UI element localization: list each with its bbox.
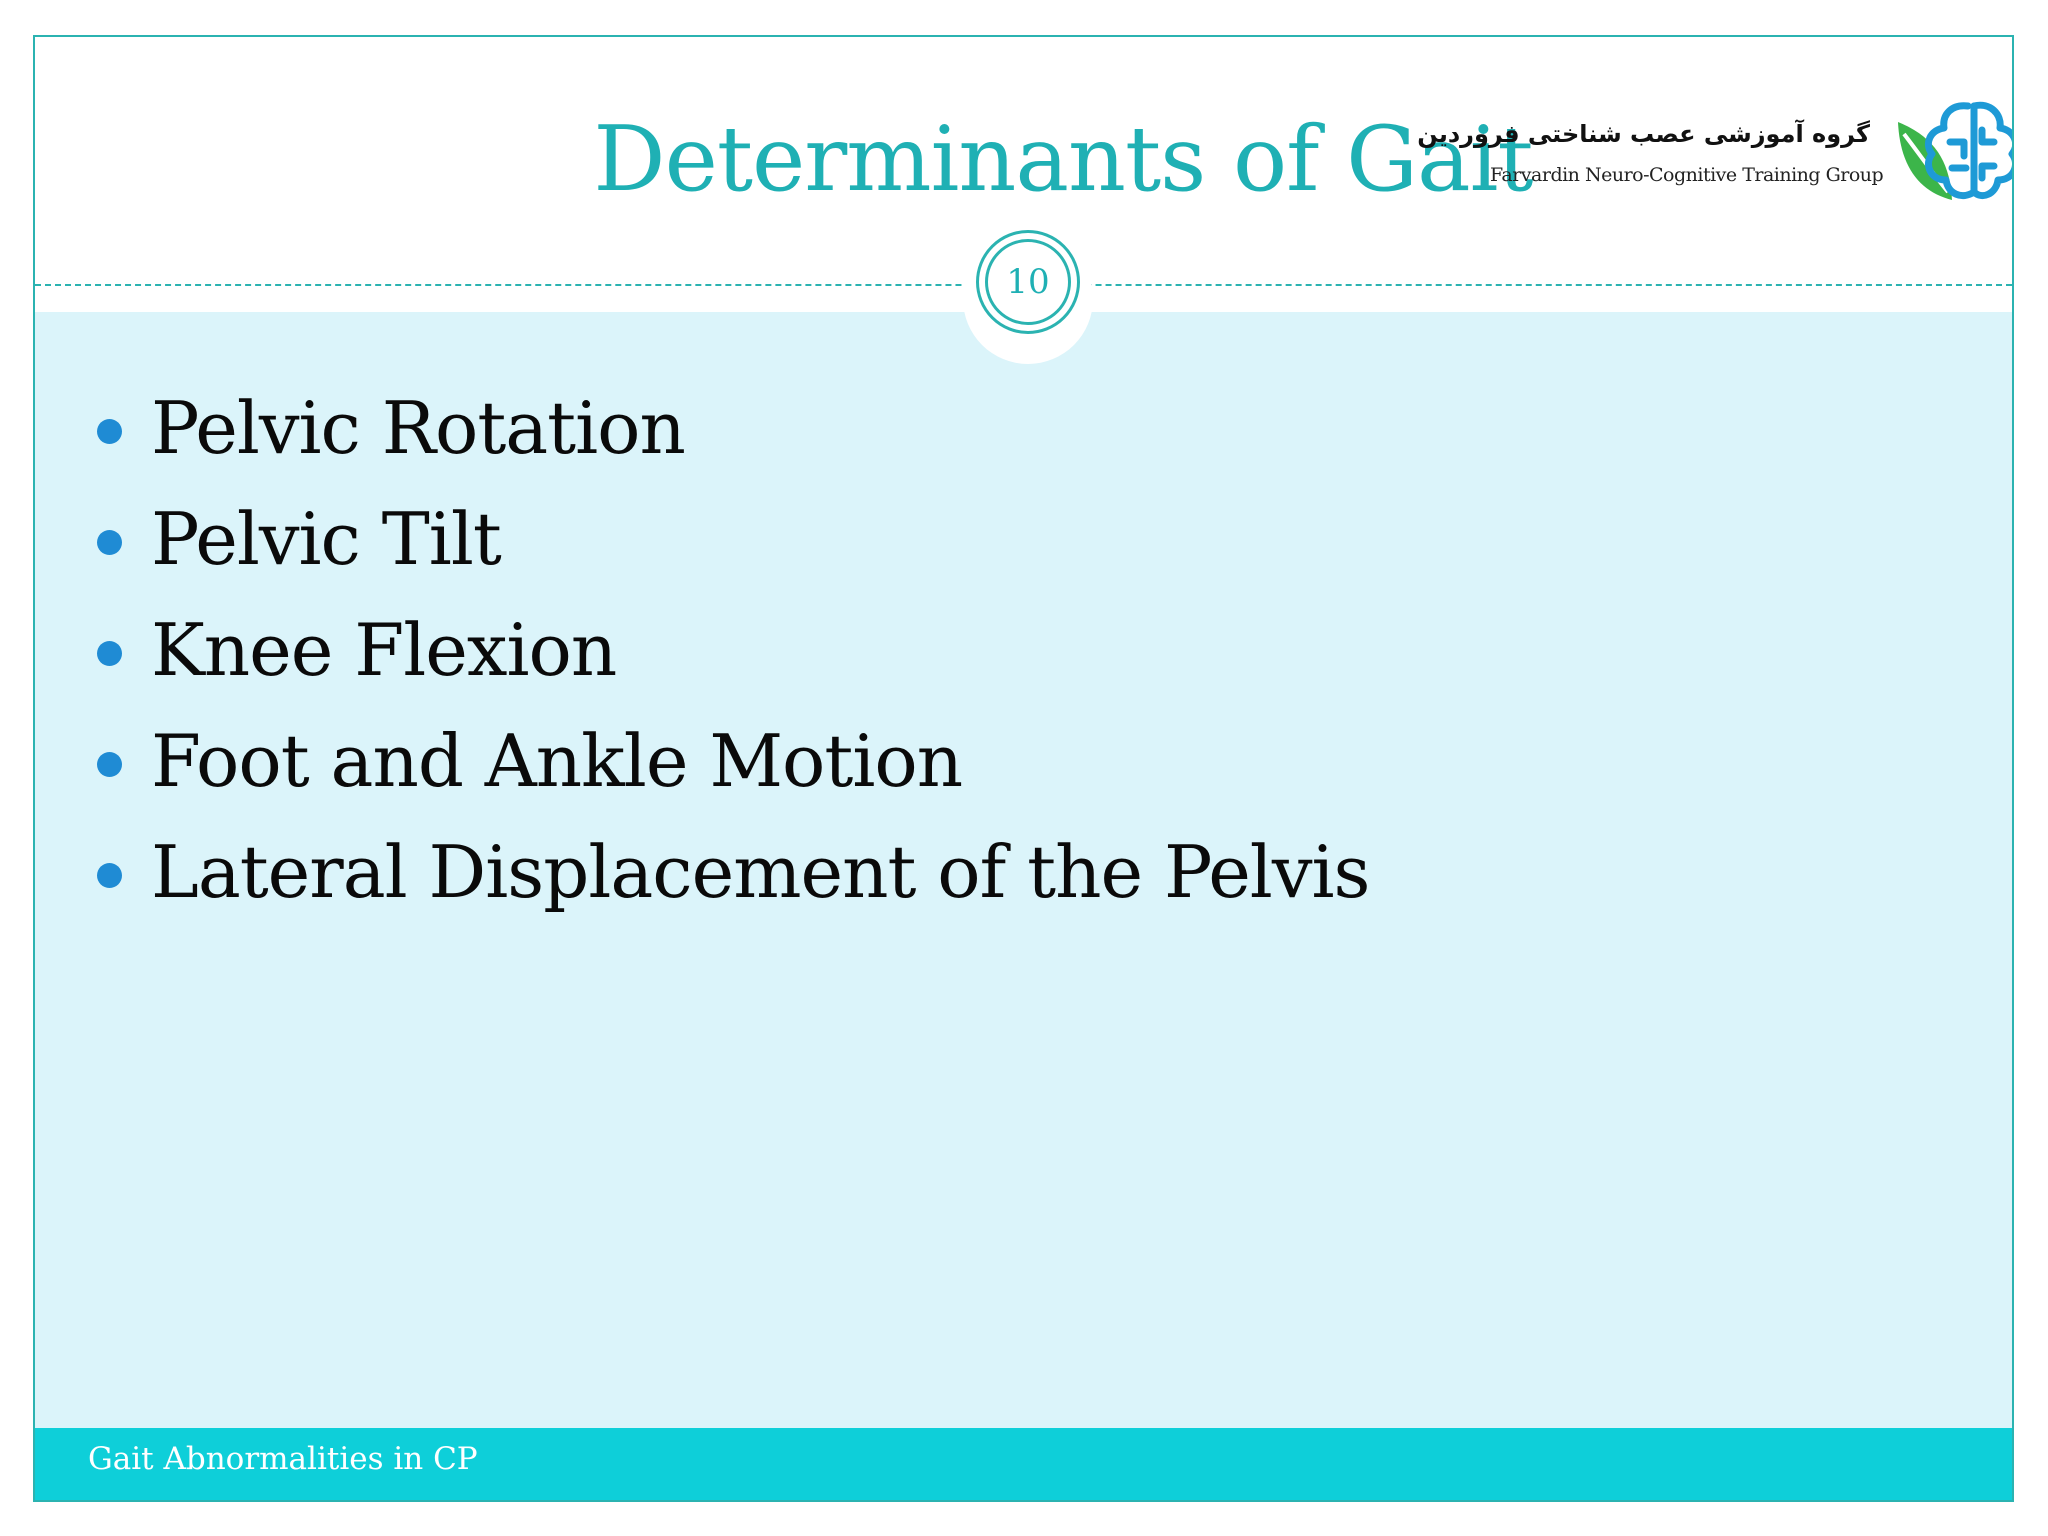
logo: [1417, 92, 2014, 222]
bullet-icon: [97, 752, 122, 777]
footer-text: Gait Abnormalities in CP: [88, 1441, 478, 1477]
bullet-text: Pelvic Rotation: [151, 386, 685, 470]
bullet-text: Lateral Displacement of the Pelvis: [151, 830, 1370, 914]
bullet-icon: [97, 641, 122, 666]
logo-text-english: Farvardin Neuro-Cognitive Training Group: [1490, 164, 1884, 186]
bullet-icon: [97, 419, 122, 444]
bullet-icon: [97, 530, 122, 555]
bullet-text: Foot and Ankle Motion: [151, 719, 963, 803]
brain-leaf-logo-icon: [1890, 92, 2014, 212]
bullet-icon: [97, 863, 122, 888]
slide: [33, 35, 2014, 1502]
bullet-text: Pelvic Tilt: [151, 497, 501, 581]
slide-number: 10: [985, 239, 1071, 325]
bullet-text: Knee Flexion: [151, 608, 617, 692]
slide-footer: [35, 1428, 2012, 1500]
slide-title: Determinants of Gait: [593, 107, 1533, 212]
logo-text-persian: گروه آموزشی عصب شناختی فروردین: [1417, 120, 1870, 148]
